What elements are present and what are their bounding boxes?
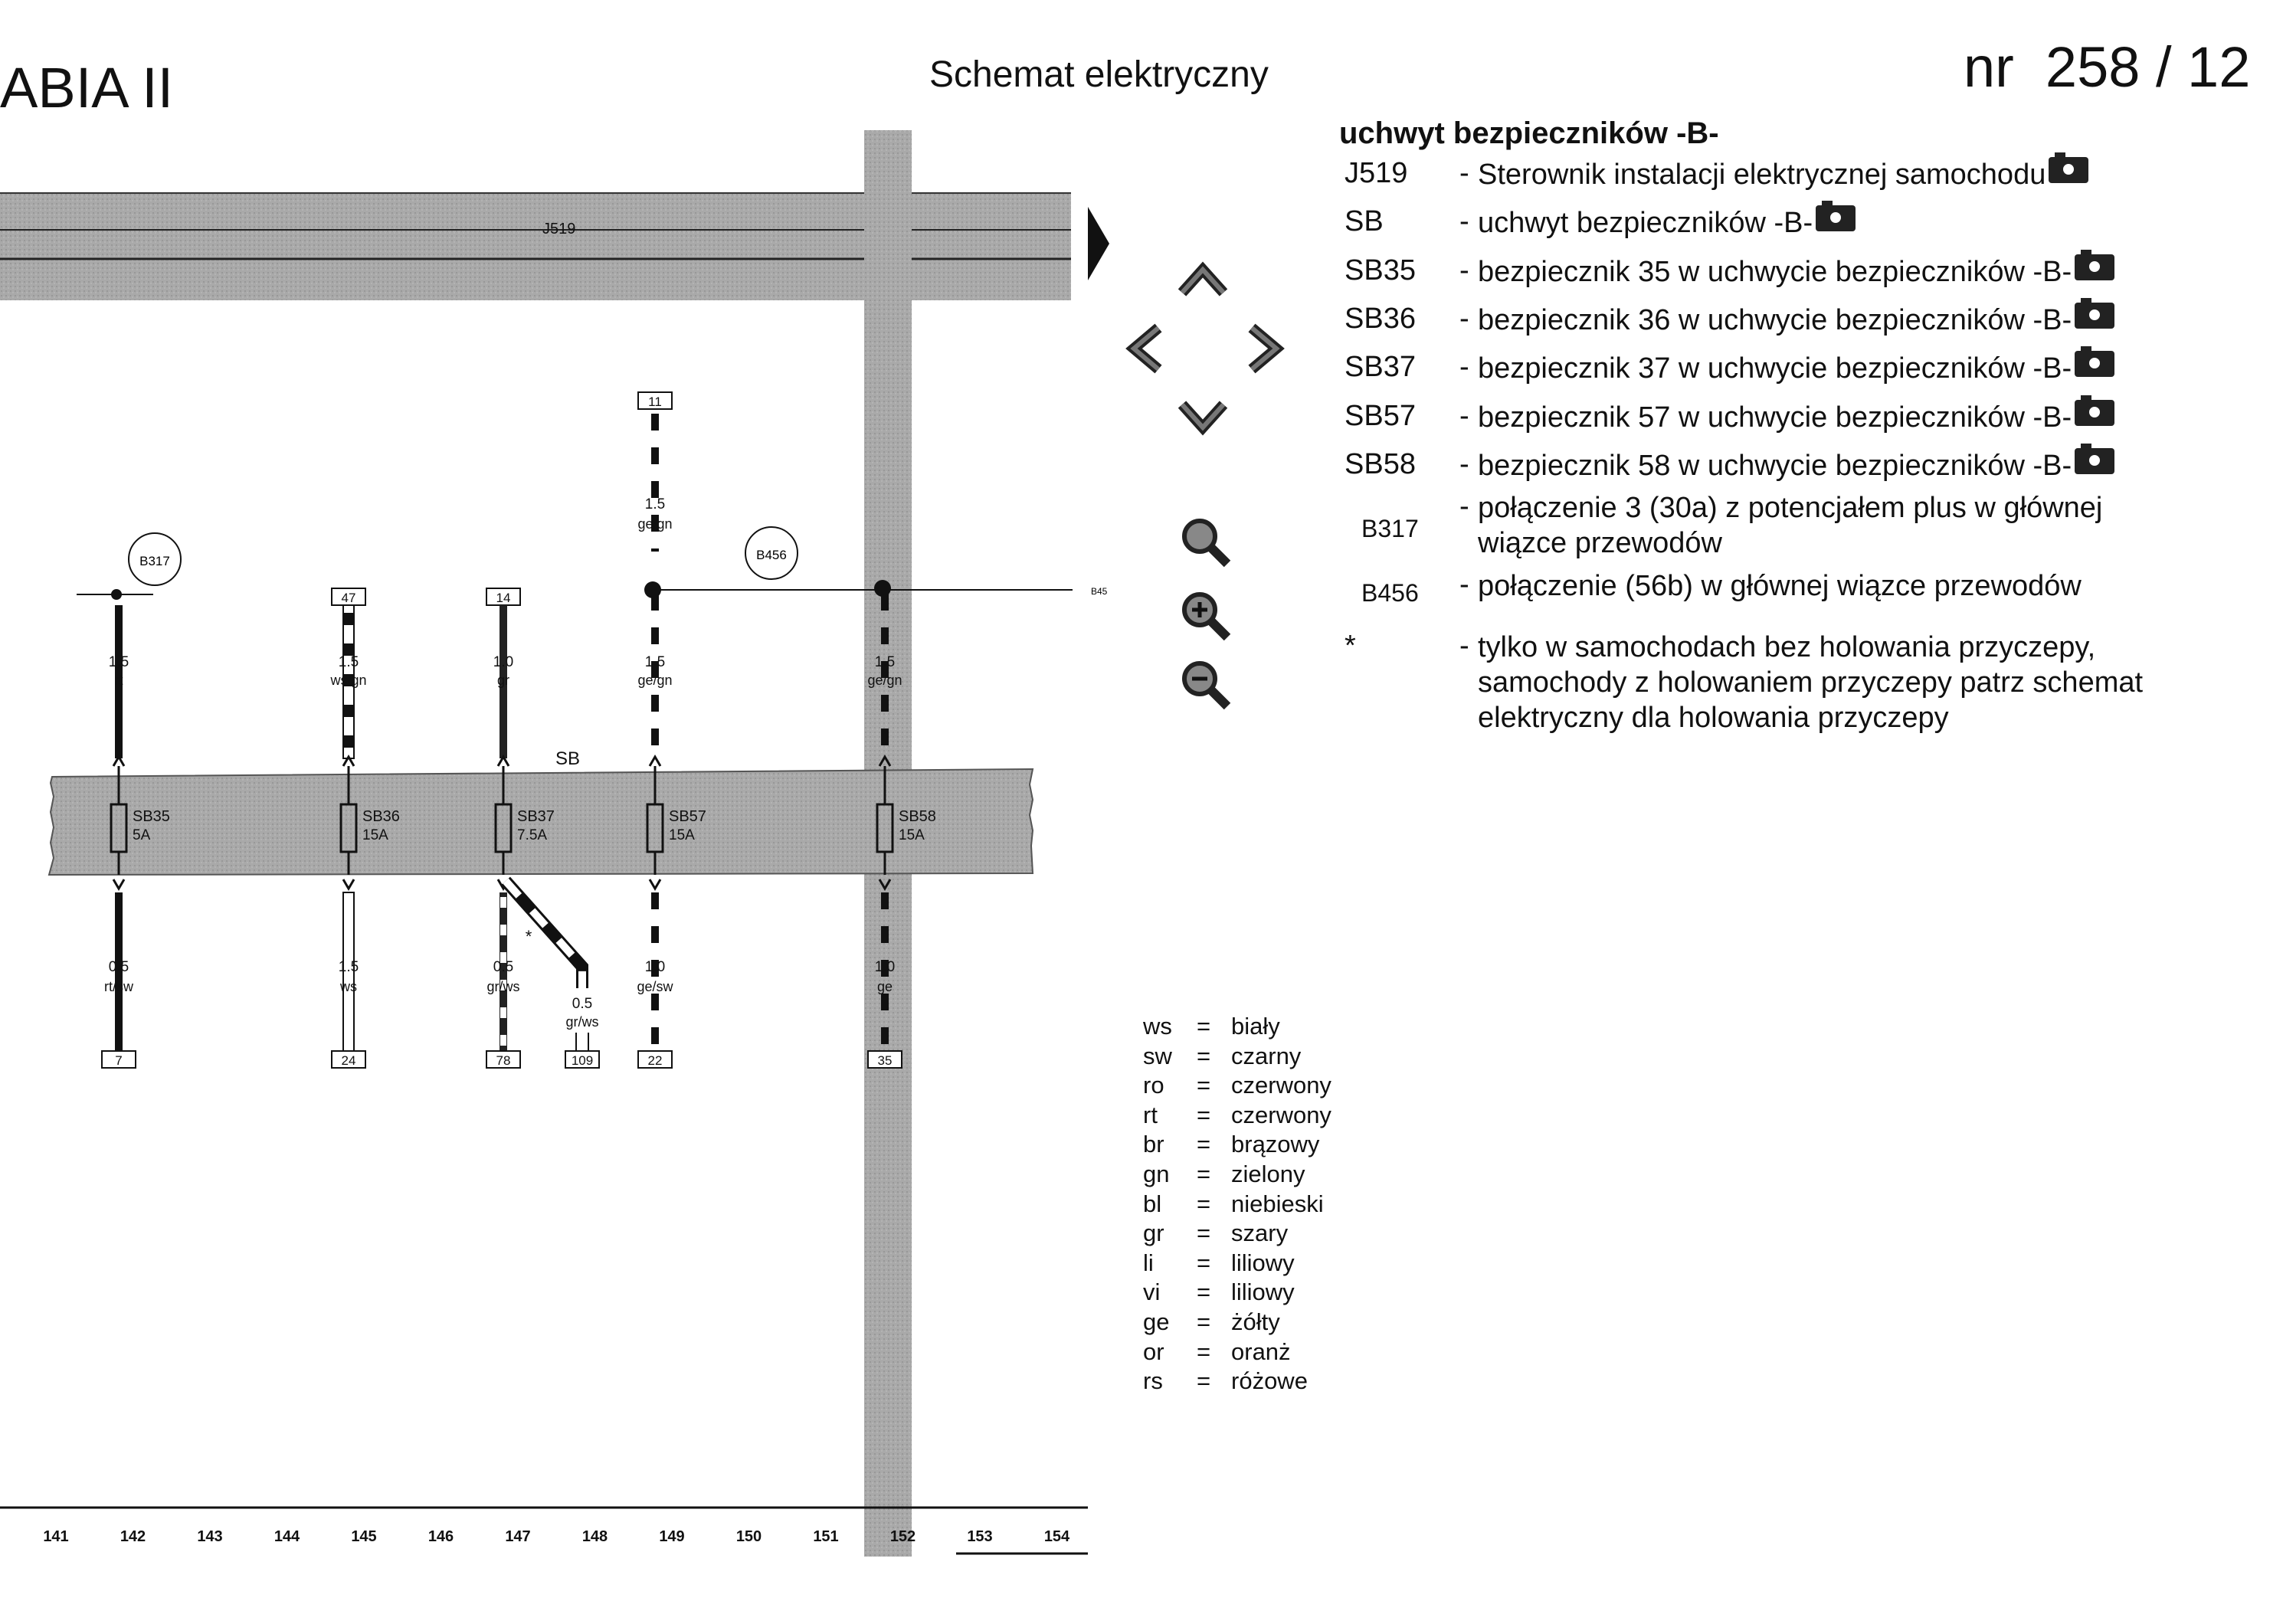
- legend-code: SB: [1345, 205, 1384, 237]
- color-name: szary: [1231, 1220, 1289, 1247]
- legend-dash: -: [1459, 630, 1469, 662]
- legend-description: połączenie (56b) w głównej wiązce przewodów: [1478, 570, 2082, 602]
- terminal-label: 47: [341, 591, 356, 605]
- legend-item: [1345, 568, 2082, 607]
- terminal-box: [868, 1051, 902, 1068]
- color-equals: =: [1197, 1249, 1211, 1276]
- color-equals: =: [1197, 1279, 1211, 1306]
- color-name: żółty: [1231, 1308, 1280, 1335]
- legend-code: SB37: [1345, 351, 1416, 383]
- fuse-column-sb57: [637, 392, 706, 1068]
- color-legend-row: [1143, 1220, 1288, 1247]
- legend-item: [1345, 448, 2114, 483]
- legend-item: [1345, 303, 2114, 338]
- continuation-arrow-icon: [1088, 207, 1109, 280]
- fuse-rating: 15A: [362, 827, 388, 843]
- camera-icon[interactable]: [1816, 205, 1856, 231]
- wire-color: gr: [496, 673, 510, 688]
- page-number: nr 258 / 12: [1964, 35, 2251, 99]
- zoom-out-icon: [1178, 657, 1232, 711]
- wire-size: 1.0: [493, 654, 514, 670]
- wire-upper-sb57: [637, 414, 672, 552]
- arrow-down-marker: [113, 879, 124, 889]
- arrow-down-icon: [1176, 398, 1230, 437]
- wire-color: ge/sw: [637, 979, 673, 994]
- zoom-in-icon: [1178, 588, 1232, 642]
- terminal-box: [332, 588, 365, 605]
- color-legend-row: [1143, 1072, 1331, 1099]
- color-abbr: gn: [1143, 1161, 1170, 1187]
- terminal-label: 11: [648, 395, 662, 409]
- junction-dot: [111, 589, 122, 600]
- b456-ref-label: B45: [1091, 586, 1108, 597]
- wire-color: ws: [340, 979, 357, 994]
- legend-description: tylko w samochodach bez holowania przyczepy, samochody z holowaniem przyczepy patrz schemat elektryczny dla holowania przyczepy: [1478, 631, 2144, 734]
- grid-number: 154: [1043, 1528, 1070, 1545]
- grid-number: 147: [505, 1528, 531, 1545]
- color-equals: =: [1197, 1190, 1211, 1217]
- color-equals: =: [1197, 1072, 1211, 1099]
- color-equals: =: [1197, 1013, 1211, 1040]
- legend-description: bezpiecznik 35 w uchwycie bezpieczników -B-: [1478, 256, 2072, 288]
- color-legend-row: [1143, 1190, 1324, 1218]
- zoom-button[interactable]: [1178, 515, 1232, 568]
- grid-number: 148: [581, 1528, 608, 1545]
- grid-number: 146: [427, 1528, 454, 1545]
- legend-dash: -: [1459, 568, 1469, 601]
- fuse-rating: 7.5A: [517, 827, 548, 843]
- terminal-box: [638, 1051, 672, 1068]
- nav-down-button[interactable]: [1176, 398, 1230, 437]
- color-name: oranż: [1231, 1338, 1291, 1365]
- fuse-holder-label: SB: [555, 748, 581, 769]
- legend-description: bezpiecznik 36 w uchwycie bezpieczników -B-: [1478, 304, 2072, 336]
- terminal-label: 7: [115, 1053, 123, 1068]
- terminal-label: 109: [571, 1053, 594, 1068]
- fuse-column-sb37: [486, 588, 555, 1068]
- terminal-label: 78: [496, 1053, 511, 1068]
- wire-size: 1.5: [644, 654, 666, 670]
- branch-wire-109: [506, 881, 599, 1068]
- wire-color: rt: [114, 673, 123, 688]
- fuse-rating: 5A: [133, 827, 151, 843]
- legend-dash: -: [1459, 351, 1469, 383]
- legend-code: SB58: [1345, 448, 1416, 480]
- fuse-rating: 15A: [899, 827, 925, 843]
- color-legend-row: [1143, 1161, 1305, 1188]
- connector-b317-label: B317: [139, 554, 170, 568]
- color-equals: =: [1197, 1338, 1211, 1365]
- color-abbr: gr: [1143, 1220, 1164, 1247]
- arrow-up-icon: [1176, 260, 1230, 299]
- color-name: liliowy: [1231, 1279, 1295, 1306]
- control-unit-label: J519: [542, 221, 576, 237]
- color-equals: =: [1197, 1308, 1211, 1335]
- grid-number: 149: [659, 1528, 685, 1545]
- color-abbr: or: [1143, 1338, 1164, 1365]
- color-legend-row: [1143, 1367, 1308, 1395]
- legend-code: *: [1345, 630, 1356, 662]
- color-equals: =: [1197, 1367, 1211, 1395]
- grid-numbers: [43, 1528, 1070, 1545]
- arrow-up-marker: [650, 757, 660, 766]
- color-name: zielony: [1231, 1161, 1305, 1187]
- wire-color: rt/sw: [104, 979, 133, 994]
- fuse-symbol: [647, 804, 663, 852]
- branch-wire-stripe: [506, 881, 582, 988]
- terminal-box: [638, 392, 672, 409]
- color-abbr: sw: [1143, 1042, 1172, 1069]
- arrow-right-icon: [1243, 322, 1286, 375]
- fuse-symbol: [111, 804, 126, 852]
- wire-size: 1.0: [874, 959, 896, 975]
- wire-color: gr/ws: [486, 979, 520, 994]
- legend-description: bezpiecznik 57 w uchwycie bezpieczników -B-: [1478, 401, 2072, 434]
- color-equals: =: [1197, 1042, 1211, 1069]
- wire-size: 0.5: [493, 959, 514, 975]
- wire-size: 0.5: [572, 996, 593, 1012]
- arrow-left-icon: [1125, 322, 1168, 375]
- legend-heading: uchwyt bezpieczników -B-: [1339, 116, 1719, 150]
- wire-size: 0.5: [108, 959, 129, 975]
- fuse-id: SB58: [899, 808, 936, 825]
- legend-item: [1345, 205, 1856, 241]
- fuse-id: SB37: [517, 808, 555, 825]
- page-title: Schemat elektryczny: [929, 54, 1269, 95]
- legend-dash: -: [1459, 400, 1469, 432]
- terminal-box: [332, 1051, 365, 1068]
- grid-number: 141: [43, 1528, 69, 1545]
- color-name: niebieski: [1231, 1190, 1324, 1217]
- legend-code: SB35: [1345, 254, 1416, 286]
- grid-number: 145: [351, 1528, 377, 1545]
- wire-size: 1.5: [644, 496, 666, 512]
- color-name: biały: [1231, 1013, 1280, 1040]
- color-name: różowe: [1231, 1367, 1308, 1395]
- terminal-label: 14: [496, 591, 511, 605]
- wire-size: 1.5: [338, 654, 359, 670]
- legend-dash: -: [1459, 205, 1469, 237]
- camera-icon[interactable]: [2075, 254, 2114, 280]
- zoom-icon: [1178, 515, 1232, 568]
- color-equals: =: [1197, 1131, 1211, 1158]
- legend-dash: -: [1459, 254, 1469, 286]
- legend-item: [1345, 254, 2114, 290]
- color-name: czarny: [1231, 1042, 1302, 1069]
- terminal-label: 22: [647, 1053, 663, 1068]
- color-legend-row: [1143, 1043, 1301, 1070]
- legend-description: Sterownik instalacji elektrycznej samochodu: [1478, 159, 2046, 191]
- color-abbr: ge: [1143, 1308, 1170, 1335]
- nav-left-button[interactable]: [1125, 322, 1168, 375]
- legend-item: [1345, 400, 2114, 435]
- color-name: czerwony: [1231, 1101, 1331, 1128]
- legend-item: [1345, 630, 2143, 735]
- fuse-id: SB36: [362, 808, 400, 825]
- legend-dash: -: [1459, 490, 1469, 522]
- fuse-rating: 15A: [669, 827, 695, 843]
- camera-icon[interactable]: [2075, 303, 2114, 329]
- fuse-symbol: [341, 804, 356, 852]
- nav-up-button[interactable]: [1176, 260, 1230, 299]
- grid-number: 150: [735, 1528, 762, 1545]
- color-abbr: ws: [1143, 1013, 1172, 1040]
- legend-item: [1345, 157, 2088, 192]
- legend-item: [1345, 351, 2114, 386]
- terminal-box: [565, 1051, 599, 1068]
- camera-icon[interactable]: [2075, 448, 2114, 474]
- color-abbr: li: [1143, 1249, 1154, 1276]
- model-title: ABIA II: [0, 56, 174, 120]
- fuse-id: SB57: [669, 808, 706, 825]
- camera-icon[interactable]: [2075, 400, 2114, 426]
- grid-number: 152: [889, 1528, 916, 1545]
- legend-code: J519: [1345, 157, 1408, 189]
- wire-color: gr/ws: [565, 1014, 599, 1030]
- grid-number: 143: [197, 1528, 223, 1545]
- color-legend-row: [1143, 1308, 1280, 1336]
- wire-color: ge/gn: [637, 516, 673, 532]
- connector-b456-label: B456: [756, 548, 787, 562]
- color-equals: =: [1197, 1220, 1211, 1247]
- color-abbr: rt: [1143, 1101, 1158, 1128]
- color-abbr: vi: [1143, 1279, 1161, 1306]
- grid-number: 151: [813, 1528, 839, 1545]
- wire-color: ge: [876, 979, 893, 994]
- nav-right-button[interactable]: [1243, 322, 1286, 375]
- star-note-marker: *: [525, 927, 532, 946]
- legend-description: uchwyt bezpieczników -B-: [1478, 207, 1813, 239]
- color-equals: =: [1197, 1101, 1211, 1128]
- color-abbr: br: [1143, 1131, 1164, 1158]
- legend-dash: -: [1459, 448, 1469, 480]
- grid-number: 144: [274, 1528, 300, 1545]
- color-legend-row: [1143, 1102, 1331, 1129]
- grid-number: 142: [120, 1528, 146, 1545]
- wire-size: 1.5: [338, 959, 359, 975]
- color-legend-row: [1143, 1249, 1295, 1277]
- color-legend-row: [1143, 1338, 1291, 1366]
- zoom-out-button[interactable]: [1178, 657, 1232, 711]
- arrow-down-marker: [650, 879, 660, 889]
- terminal-label: 24: [341, 1053, 356, 1068]
- legend-code: SB36: [1345, 303, 1416, 335]
- wire-size: 1.0: [644, 959, 666, 975]
- legend-description: bezpiecznik 58 w uchwycie bezpieczników -B-: [1478, 450, 2072, 482]
- terminal-box: [102, 1051, 136, 1068]
- legend-code: B317: [1361, 515, 1419, 542]
- color-name: brązowy: [1231, 1131, 1320, 1158]
- legend-description: bezpiecznik 37 w uchwycie bezpieczników -B-: [1478, 352, 2072, 385]
- wire-color: ge/gn: [637, 673, 673, 688]
- terminal-label: 35: [877, 1053, 893, 1068]
- fuse-symbol: [877, 804, 893, 852]
- legend-dash: -: [1459, 303, 1469, 335]
- color-legend-row: [1143, 1013, 1280, 1040]
- grid-number: 153: [967, 1528, 993, 1545]
- wire-color: ws/gn: [330, 673, 367, 688]
- fuse-columns: [102, 392, 936, 1068]
- legend-item: [1345, 490, 2102, 561]
- color-equals: =: [1197, 1161, 1211, 1187]
- legend-dash: -: [1459, 157, 1469, 189]
- camera-icon[interactable]: [2075, 351, 2114, 377]
- color-legend-row: [1143, 1131, 1319, 1158]
- legend-code: SB57: [1345, 400, 1416, 432]
- wire-size: 1.5: [874, 654, 896, 670]
- color-legend-row: [1143, 1279, 1295, 1306]
- color-abbr: ro: [1143, 1072, 1164, 1099]
- color-abbr: bl: [1143, 1190, 1162, 1217]
- zoom-in-button[interactable]: [1178, 588, 1232, 642]
- color-name: liliowy: [1231, 1249, 1295, 1276]
- wire-size: 1.5: [108, 654, 129, 670]
- color-abbr: rs: [1143, 1367, 1163, 1395]
- arrow-down-marker: [343, 879, 354, 889]
- camera-icon[interactable]: [2049, 157, 2088, 183]
- legend-description: połączenie 3 (30a) z potencjałem plus w głównej wiązce przewodów: [1478, 492, 2103, 559]
- color-name: czerwony: [1231, 1072, 1331, 1099]
- terminal-box: [486, 588, 520, 605]
- fuse-symbol: [496, 804, 511, 852]
- legend-code: B456: [1361, 579, 1419, 607]
- terminal-box: [486, 1051, 520, 1068]
- wire-color: ge/gn: [867, 673, 902, 688]
- fuse-id: SB35: [133, 808, 170, 825]
